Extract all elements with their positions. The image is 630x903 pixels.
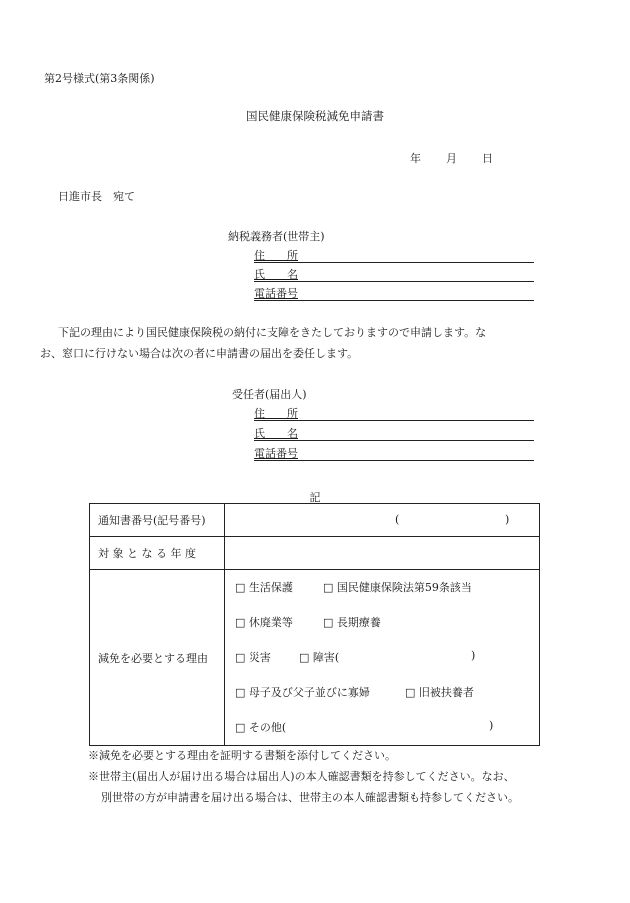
addressee: 日進市長 宛て <box>58 190 135 203</box>
taxpayer-name-label: 氏 名 <box>254 268 298 281</box>
proxy-address-field[interactable] <box>254 405 534 421</box>
body-text-line1: 下記の理由により国民健康保険税の納付に支障をきたしておりますので申請します。な <box>58 326 487 339</box>
option-other-close: ) <box>489 719 494 732</box>
document-title: 国民健康保険税減免申請書 <box>246 109 384 123</box>
reason-label: 減免を必要とする理由 <box>90 570 225 746</box>
taxpayer-address-label: 住 所 <box>254 249 298 262</box>
date-year: 年 <box>410 152 421 165</box>
proxy-phone-label: 電話番号 <box>254 447 298 460</box>
target-year-label: 対 象 と な る 年 度 <box>90 537 225 570</box>
taxpayer-phone-label: 電話番号 <box>254 287 298 300</box>
option-other[interactable]: □ その他( <box>235 721 287 734</box>
reason-options-cell <box>225 570 540 746</box>
notice-number-label: 通知書番号(記号番号) <box>90 504 225 537</box>
option-single-parent[interactable]: □ 母子及び父子並びに寡婦 <box>235 686 370 699</box>
date-month: 月 <box>446 152 457 165</box>
taxpayer-label: 納税義務者(世帯主) <box>228 230 325 243</box>
note-id-line2: 別世帯の方が申請書を届け出る場合は、世帯主の本人確認書類も持参してください。 <box>101 791 519 804</box>
notice-paren-close: ) <box>505 513 510 526</box>
table-row-target-year <box>90 537 540 570</box>
proxy-phone-field[interactable] <box>254 445 534 461</box>
notice-paren-open: ( <box>395 513 400 526</box>
date-day: 日 <box>482 152 493 165</box>
option-disaster[interactable]: □ 災害 <box>235 651 271 664</box>
proxy-address-label: 住 所 <box>254 407 298 420</box>
taxpayer-phone-field[interactable] <box>254 285 534 301</box>
taxpayer-name-field[interactable] <box>254 266 534 282</box>
option-long-care[interactable]: □ 長期療養 <box>323 616 381 629</box>
note-attach-proof: ※減免を必要とする理由を証明する書類を添付してください。 <box>88 749 396 762</box>
taxpayer-address-field[interactable] <box>254 247 534 263</box>
table-row-reason <box>90 570 540 746</box>
proxy-name-label: 氏 名 <box>254 427 298 440</box>
table-row-notice-number <box>90 504 540 537</box>
target-year-cell[interactable] <box>225 537 540 570</box>
notice-number-cell[interactable] <box>225 504 540 537</box>
ki-heading: 記 <box>309 491 321 504</box>
note-id-line1: ※世帯主(届出人が届け出る場合は届出人)の本人確認書類を持参してください。なお、 <box>88 770 515 783</box>
proxy-label: 受任者(届出人) <box>232 388 307 401</box>
option-article59[interactable]: □ 国民健康保険法第59条該当 <box>323 581 472 594</box>
application-table <box>89 503 540 746</box>
form-number: 第2号様式(第3条関係) <box>44 72 155 85</box>
proxy-name-field[interactable] <box>254 425 534 441</box>
option-business-closure[interactable]: □ 休廃業等 <box>235 616 293 629</box>
option-former-dependent[interactable]: □ 旧被扶養者 <box>405 686 474 699</box>
option-disability[interactable]: □ 障害( <box>299 651 340 664</box>
body-text-line2: お、窓口に行けない場合は次の者に申請書の届出を委任します。 <box>40 347 359 360</box>
option-disability-close: ) <box>471 649 476 662</box>
option-welfare[interactable]: □ 生活保護 <box>235 581 293 594</box>
